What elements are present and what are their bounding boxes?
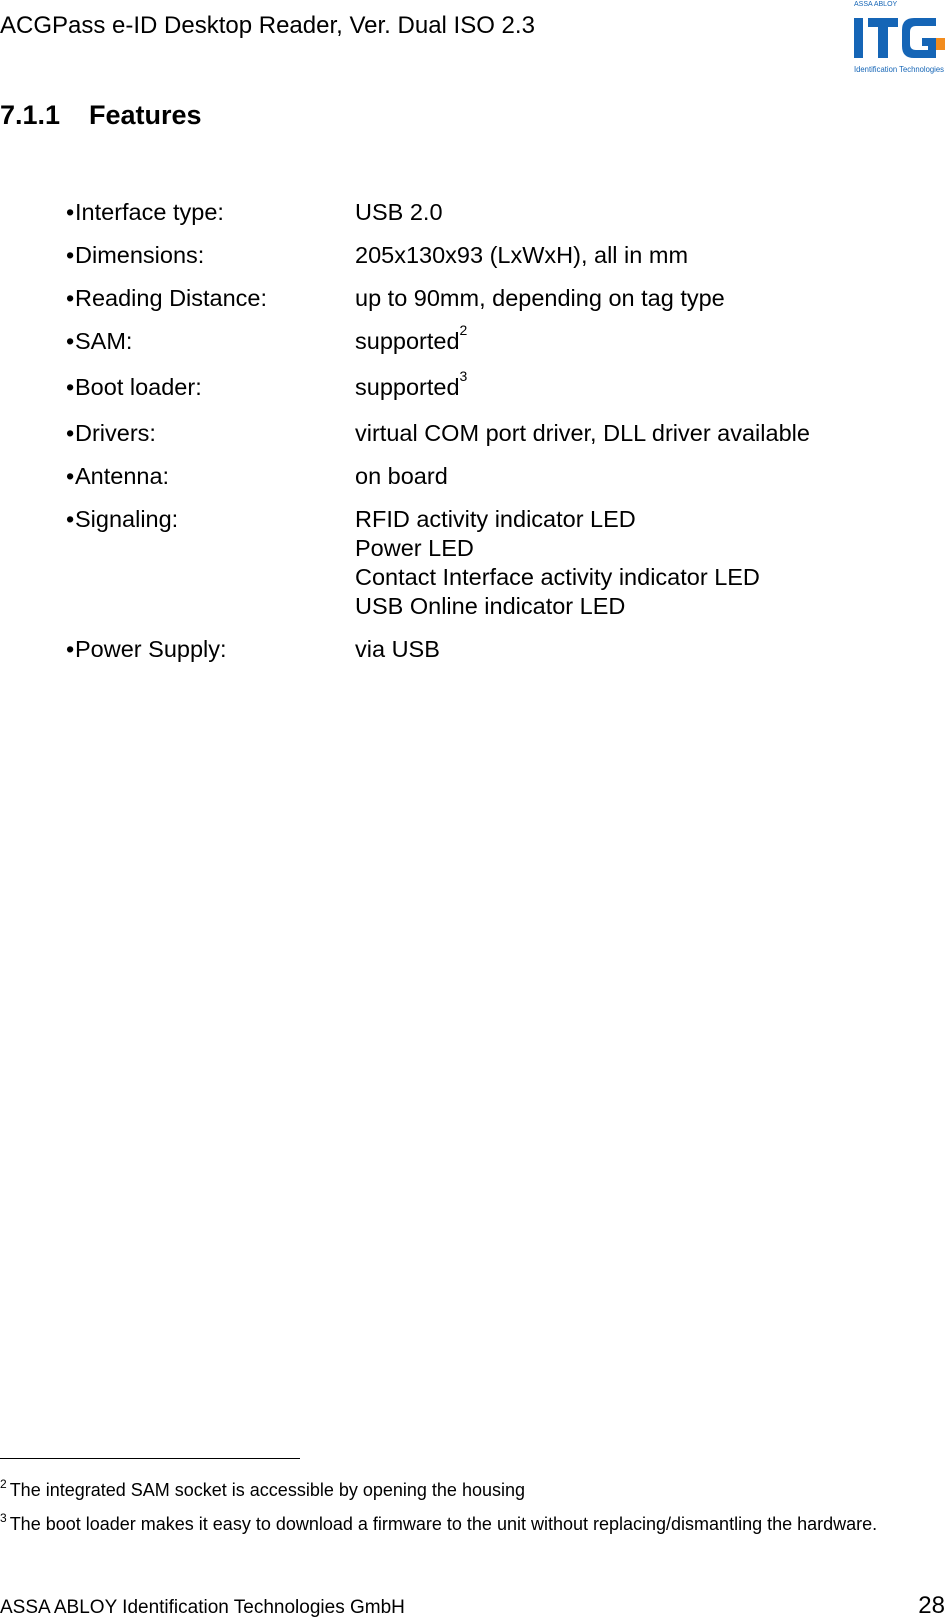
feature-label: Drivers: (75, 420, 156, 446)
feature-label: SAM: (75, 328, 133, 354)
feature-value-text: up to 90mm, depending on tag type (355, 285, 725, 311)
logo-sub-text: Identification Technologies (854, 64, 944, 74)
feature-value-text: virtual COM port driver, DLL driver available (355, 420, 810, 446)
feature-value (355, 241, 945, 270)
feature-value-text: supported (355, 374, 460, 400)
footnote-mark: 3 (0, 1511, 7, 1525)
feature-value (355, 322, 945, 359)
feature-item (0, 635, 945, 664)
logo-bar-t-stem (878, 18, 888, 58)
feature-value-line (355, 284, 945, 313)
feature-label: Power Supply: (75, 636, 227, 662)
feature-label: Dimensions: (75, 242, 205, 268)
feature-item (0, 505, 945, 621)
feature-value (355, 368, 945, 405)
feature-value-line (355, 563, 945, 592)
document-header-title: ACGPass e-ID Desktop Reader, Ver. Dual ISO 2.3 (0, 12, 535, 39)
feature-item (0, 462, 945, 491)
footnote-ref[interactable]: 2 (459, 322, 468, 338)
feature-value-line (355, 322, 945, 359)
feature-value-text: supported (355, 328, 460, 354)
feature-value-line (355, 592, 945, 621)
footnotes (0, 1478, 945, 1546)
feature-value (355, 505, 945, 621)
bullet-icon: • (66, 374, 75, 400)
feature-value (355, 198, 945, 227)
itg-logo (852, 0, 945, 78)
feature-value-text: 205x130x93 (LxWxH), all in mm (355, 242, 689, 268)
feature-value-line (355, 635, 945, 664)
bullet-icon: • (66, 285, 75, 311)
bullet-icon: • (66, 506, 75, 532)
feature-value-text: Power LED (355, 535, 474, 561)
feature-item (0, 241, 945, 270)
feature-item (0, 419, 945, 448)
feature-value-line (355, 198, 945, 227)
bullet-icon: • (66, 328, 75, 354)
feature-item (0, 368, 945, 405)
logo-top-text: ASSA ABLOY (854, 1, 898, 8)
bullet-icon: • (66, 420, 75, 446)
feature-value (355, 635, 945, 664)
footer-company: ASSA ABLOY Identification Technologies GmbH (0, 1597, 405, 1618)
page-number: 28 (918, 1592, 945, 1619)
feature-value-line (355, 241, 945, 270)
bullet-icon: • (66, 463, 75, 489)
feature-value (355, 419, 945, 448)
bullet-icon: • (66, 199, 75, 225)
features-list (0, 198, 945, 678)
logo-letter-g (902, 18, 936, 58)
feature-value-line (355, 419, 945, 448)
footnote-text: The integrated SAM socket is accessible by opening the housing (9, 1480, 525, 1500)
footnote-text: The boot loader makes it easy to download a firmware to the unit without replacing/dismantling the hardware. (9, 1514, 878, 1534)
feature-value-text: on board (355, 463, 448, 489)
bullet-icon: • (66, 242, 75, 268)
feature-value (355, 462, 945, 491)
feature-item (0, 198, 945, 227)
section-heading (0, 100, 202, 131)
bullet-icon: • (66, 636, 75, 662)
feature-value-text: USB Online indicator LED (355, 593, 626, 619)
logo-bar-i (854, 18, 863, 58)
section-title: Features (89, 100, 202, 130)
feature-value-line (355, 462, 945, 491)
footnote-ref[interactable]: 3 (459, 368, 468, 384)
footnote (0, 1478, 945, 1504)
feature-value-text: RFID activity indicator LED (355, 506, 636, 532)
footnote-mark: 2 (0, 1477, 7, 1491)
feature-item (0, 284, 945, 313)
section-number: 7.1.1 (0, 100, 61, 130)
feature-value-text: USB 2.0 (355, 199, 443, 225)
feature-label: Interface type: (75, 199, 224, 225)
footnote-separator (0, 1458, 300, 1459)
logo-accent (936, 38, 945, 50)
feature-label: Boot loader: (75, 374, 202, 400)
feature-value-line (355, 505, 945, 534)
feature-label: Reading Distance: (75, 285, 268, 311)
feature-value-line (355, 534, 945, 563)
feature-value (355, 284, 945, 313)
footnote (0, 1512, 945, 1538)
feature-value-text: Contact Interface activity indicator LED (355, 564, 760, 590)
feature-value-text: via USB (355, 636, 440, 662)
feature-label: Antenna: (75, 463, 170, 489)
feature-item (0, 322, 945, 359)
feature-value-line (355, 368, 945, 405)
feature-label: Signaling: (75, 506, 179, 532)
